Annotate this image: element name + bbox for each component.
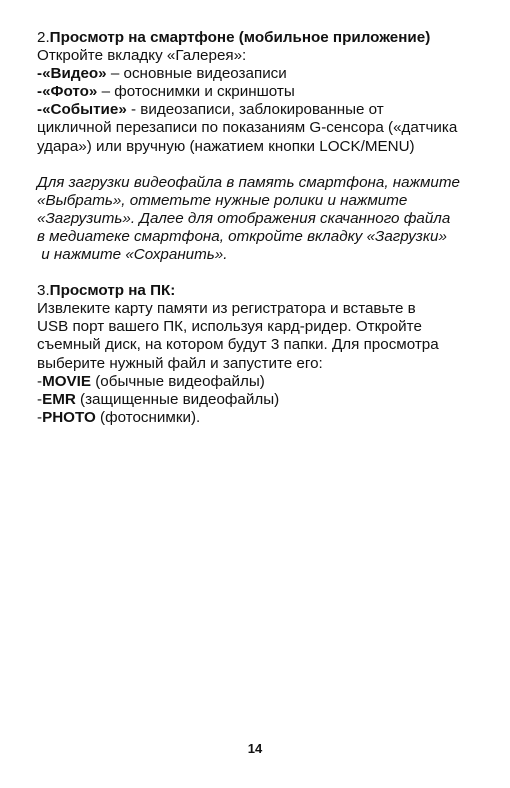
item-description: – основные видеозаписи [106, 65, 287, 83]
body-line: выберите нужный файл и запустите его: [37, 354, 323, 372]
item-description: – фотоснимки и скриншоты [97, 83, 295, 101]
page-number: 14 [247, 741, 263, 756]
tab-label-photo: «Фото» [42, 83, 98, 101]
note-line: в медиатеке смартфона, откройте вкладку «Загрузки» [37, 227, 447, 245]
folder-name: PHOTO [42, 408, 96, 426]
section-heading-pc [37, 282, 487, 300]
section-heading-phone [37, 29, 487, 47]
folder-name: EMR [42, 390, 76, 408]
paragraph-gap [37, 264, 487, 282]
note-line: и нажмите «Сохранить». [37, 246, 228, 264]
section-title: Просмотр на смартфоне (мобильное приложение) [49, 29, 431, 46]
list-dash: - [37, 372, 43, 390]
list-item-video [37, 65, 487, 83]
list-item-event [37, 101, 487, 119]
section-number: 2. [37, 29, 50, 46]
section-number: 3. [37, 282, 50, 300]
body-line: съемный диск, на котором будут 3 папки. Для просмотра [37, 336, 439, 354]
event-description-line: удара») или вручную (нажатием кнопки LOCK/MENU) [37, 137, 415, 155]
tab-label-video: «Видео» [42, 65, 107, 83]
folder-item-movie [37, 373, 487, 391]
event-description-line: цикличной перезаписи по показаниям G-сенсора («датчика [37, 119, 458, 137]
list-dash: - [37, 390, 43, 408]
folder-name: MOVIE [42, 372, 92, 390]
list-dash: - [37, 65, 43, 83]
section-title: Просмотр на ПК: [49, 282, 176, 300]
folder-description: (фотоснимки). [95, 408, 201, 426]
note-line: Для загрузки видеофайла в память смартфона, нажмите [37, 173, 460, 191]
note-line: «Загрузить». Далее для отображения скачанного файла [37, 209, 451, 227]
tab-label-event: «Событие» [42, 101, 127, 119]
intro-text: Откройте вкладку «Галерея»: [37, 47, 247, 65]
download-note [37, 174, 487, 264]
folder-description: (обычные видеофайлы) [91, 372, 265, 390]
folder-description: (защищенные видеофайлы) [75, 390, 280, 408]
body-line: USB порт вашего ПК, используя кард-ридер. Откройте [37, 318, 422, 336]
manual-page-content [37, 29, 487, 427]
list-item-photo [37, 83, 487, 101]
paragraph-gap [37, 156, 487, 174]
list-dash: - [37, 408, 43, 426]
body-line: Извлеките карту памяти из регистратора и вставьте в [37, 300, 416, 318]
list-dash: - [37, 101, 43, 119]
item-description: - видеозаписи, заблокированные от [126, 101, 384, 119]
folder-item-emr [37, 391, 487, 409]
folder-item-photo [37, 409, 487, 427]
list-dash: - [37, 83, 43, 101]
note-line: «Выбрать», отметьте нужные ролики и нажмите [37, 191, 408, 209]
